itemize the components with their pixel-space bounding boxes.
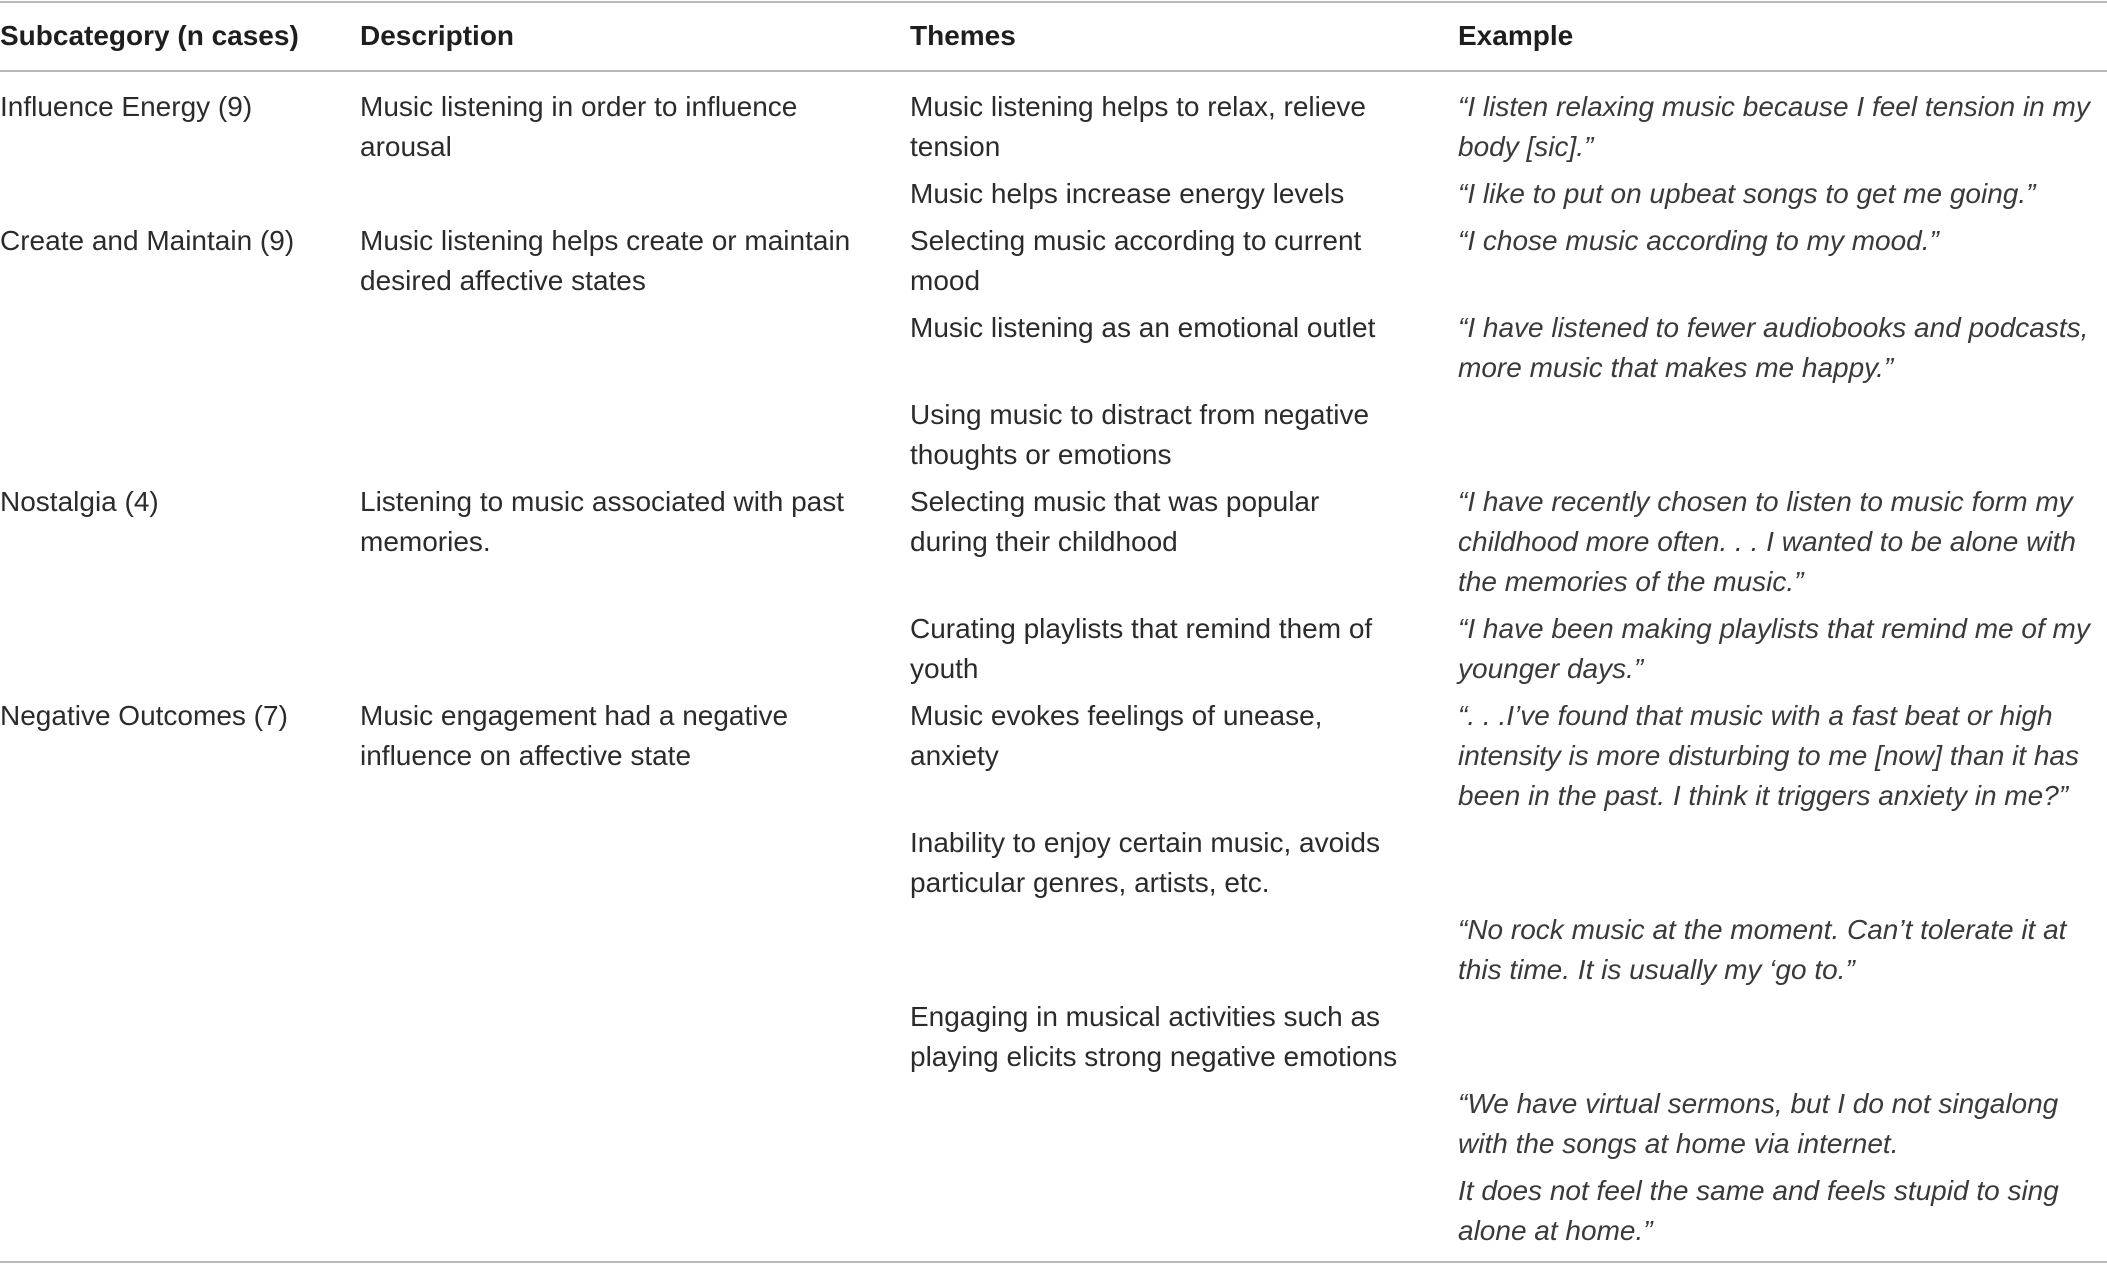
row-nostalgia-example-line: younger days.” xyxy=(1458,653,1644,684)
row-negative-outcomes-description-line: influence on affective state xyxy=(360,740,692,771)
row-nostalgia-description-line: memories. xyxy=(360,526,491,557)
row-influence-energy-example-line: “I listen relaxing music because I feel tension in my xyxy=(1458,91,2090,122)
row-negative-outcomes-theme-line: playing elicits strong negative emotions xyxy=(910,1041,1398,1072)
row-create-maintain-theme-line: mood xyxy=(910,265,981,296)
row-negative-outcomes-theme-line: Music evokes feelings of unease, xyxy=(910,700,1323,731)
row-nostalgia-theme-line: Curating playlists that remind them of xyxy=(910,613,1373,644)
row-influence-energy-example-line: “I like to put on upbeat songs to get me going.” xyxy=(1458,178,2036,209)
row-negative-outcomes-example-line: with the songs at home via internet. xyxy=(1458,1128,1899,1159)
row-create-maintain-example-line: “I have listened to fewer audiobooks and podcasts, xyxy=(1458,312,2089,343)
row-influence-energy-subcategory: Influence Energy (9) xyxy=(0,91,253,122)
row-create-maintain-theme-line: Music listening as an emotional outlet xyxy=(910,312,1376,343)
row-create-maintain-theme-line: Using music to distract from negative xyxy=(910,399,1370,430)
row-create-maintain-description-line: desired affective states xyxy=(360,265,646,296)
row-negative-outcomes-example-line: intensity is more disturbing to me [now] than it has xyxy=(1458,740,2079,771)
row-negative-outcomes-example-line: It does not feel the same and feels stupid to sing xyxy=(1458,1175,2059,1206)
row-negative-outcomes-example-line: “No rock music at the moment. Can’t tolerate it at xyxy=(1458,914,2067,945)
row-nostalgia-theme-line: during their childhood xyxy=(910,526,1178,557)
row-create-maintain-theme-line: Selecting music according to current xyxy=(910,225,1362,256)
header-rule xyxy=(0,70,2107,72)
row-create-maintain-theme-line: thoughts or emotions xyxy=(910,439,1172,470)
row-negative-outcomes-example-line: “We have virtual sermons, but I do not singalong xyxy=(1458,1088,2059,1119)
row-negative-outcomes-subcategory: Negative Outcomes (7) xyxy=(0,700,288,731)
row-create-maintain-subcategory: Create and Maintain (9) xyxy=(0,225,295,256)
row-influence-energy-theme-line: Music helps increase energy levels xyxy=(910,178,1345,209)
row-negative-outcomes-example-line: alone at home.” xyxy=(1458,1215,1653,1246)
row-create-maintain-description-line: Music listening helps create or maintain xyxy=(360,225,851,256)
row-create-maintain-example-line: more music that makes me happy.” xyxy=(1458,352,1894,383)
row-negative-outcomes-example-line: been in the past. I think it triggers anxiety in me?” xyxy=(1458,780,2069,811)
header-example: Example xyxy=(1458,20,1574,51)
row-negative-outcomes-example-line: “. . .I’ve found that music with a fast beat or high xyxy=(1458,700,2053,731)
row-influence-energy-description-line: arousal xyxy=(360,131,452,162)
row-influence-energy-theme-line: Music listening helps to relax, relieve xyxy=(910,91,1366,122)
row-negative-outcomes-example-line: this time. It is usually my ‘go to.” xyxy=(1458,954,1855,985)
row-nostalgia-theme-line: youth xyxy=(910,653,979,684)
row-nostalgia-theme-line: Selecting music that was popular xyxy=(910,486,1320,517)
header-themes: Themes xyxy=(910,20,1016,51)
row-negative-outcomes-description-line: Music engagement had a negative xyxy=(360,700,789,731)
row-negative-outcomes-theme-line: Engaging in musical activities such as xyxy=(910,1001,1381,1032)
row-nostalgia-example-line: childhood more often. . . I wanted to be alone with xyxy=(1458,526,2076,557)
row-nostalgia-example-line: the memories of the music.” xyxy=(1458,566,1804,597)
table-top-rule xyxy=(0,1,2107,3)
header-description: Description xyxy=(360,20,515,51)
row-negative-outcomes-theme-line: anxiety xyxy=(910,740,999,771)
row-create-maintain-example-line: “I chose music according to my mood.” xyxy=(1458,225,1939,256)
row-nostalgia-example-line: “I have been making playlists that remind me of my xyxy=(1458,613,2090,644)
row-negative-outcomes-theme-line: Inability to enjoy certain music, avoids xyxy=(910,827,1380,858)
row-influence-energy-example-line: body [sic].” xyxy=(1458,131,1594,162)
row-nostalgia-subcategory: Nostalgia (4) xyxy=(0,486,159,517)
row-nostalgia-example-line: “I have recently chosen to listen to music form my xyxy=(1458,486,2073,517)
row-negative-outcomes-theme-line: particular genres, artists, etc. xyxy=(910,867,1270,898)
header-subcategory: Subcategory (n cases) xyxy=(0,20,299,51)
row-nostalgia-description-line: Listening to music associated with past xyxy=(360,486,845,517)
row-influence-energy-theme-line: tension xyxy=(910,131,1001,162)
row-influence-energy-description-line: Music listening in order to influence xyxy=(360,91,798,122)
table-bottom-rule xyxy=(0,1261,2107,1263)
